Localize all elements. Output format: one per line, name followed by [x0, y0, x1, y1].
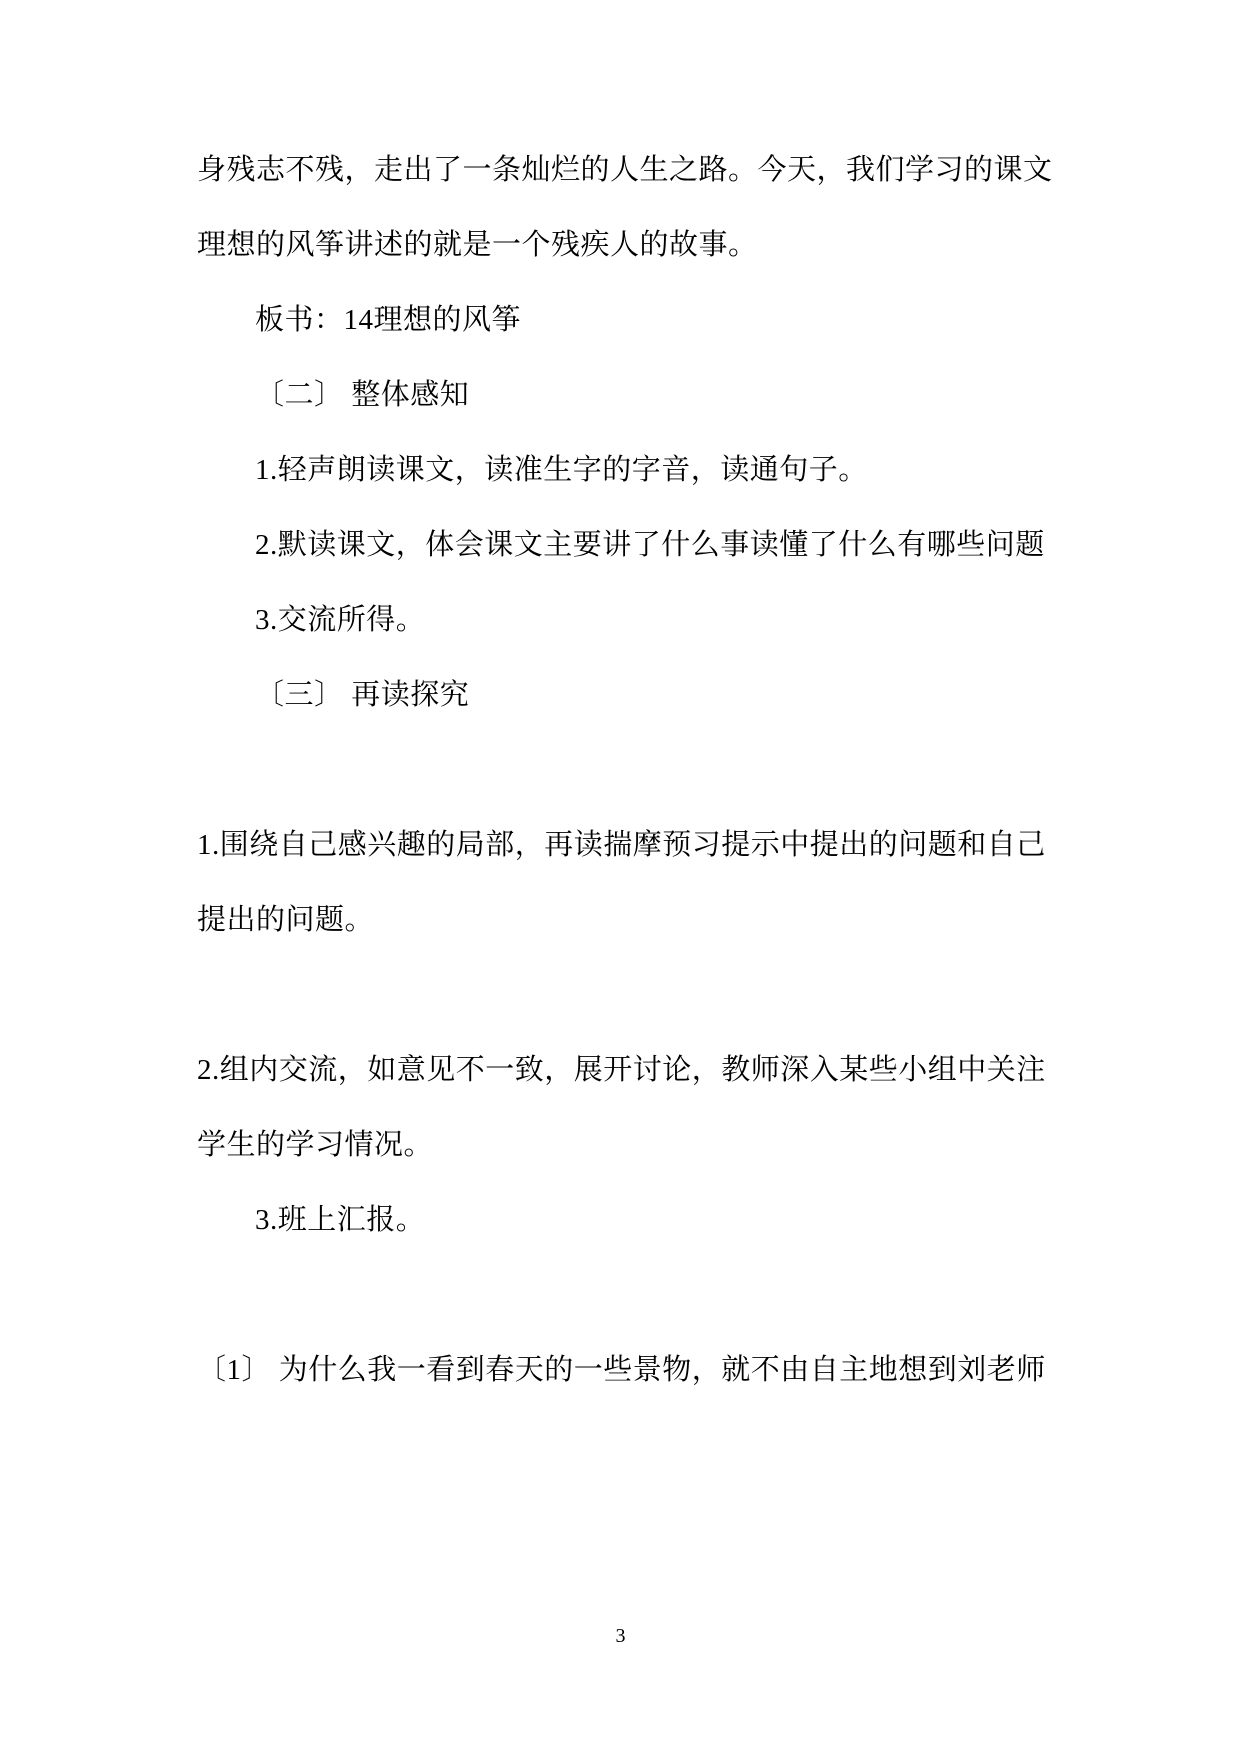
page-number: 3 — [615, 1625, 626, 1647]
text-block — [197, 133, 1053, 1408]
doc-blank-line — [197, 1258, 1048, 1333]
doc-line: 板书：14理想的风筝 — [255, 304, 522, 336]
doc-line: 〔二〕 整体感知 — [255, 379, 470, 411]
doc-line: 理想的风筝讲述的就是一个残疾人的故事。 — [197, 229, 758, 261]
doc-line: 2.默读课文，体会课文主要讲了什么事读懂了什么有哪些问题 — [255, 529, 1045, 561]
doc-line: 身残志不残，走出了一条灿烂的人生之路。今天，我们学习的课文 — [197, 154, 1053, 186]
doc-line: 〔1〕 为什么我一看到春天的一些景物，就不由自主地想到刘老师 — [197, 1354, 1046, 1386]
doc-line: 提出的问题。 — [197, 904, 375, 936]
doc-line: 3.班上汇报。 — [255, 1204, 426, 1236]
doc-line: 3.交流所得。 — [255, 604, 426, 636]
doc-line: 1.围绕自己感兴趣的局部，再读揣摩预习提示中提出的问题和自己 — [197, 829, 1046, 861]
doc-blank-line — [197, 958, 1048, 1033]
doc-line: 〔三〕 再读探究 — [255, 679, 470, 711]
doc-line: 1.轻声朗读课文，读准生字的字音，读通句子。 — [255, 454, 868, 486]
doc-blank-line — [197, 733, 1048, 808]
doc-line: 2.组内交流，如意见不一致，展开讨论，教师深入某些小组中关注 — [197, 1054, 1046, 1086]
doc-line: 学生的学习情况。 — [197, 1129, 434, 1161]
